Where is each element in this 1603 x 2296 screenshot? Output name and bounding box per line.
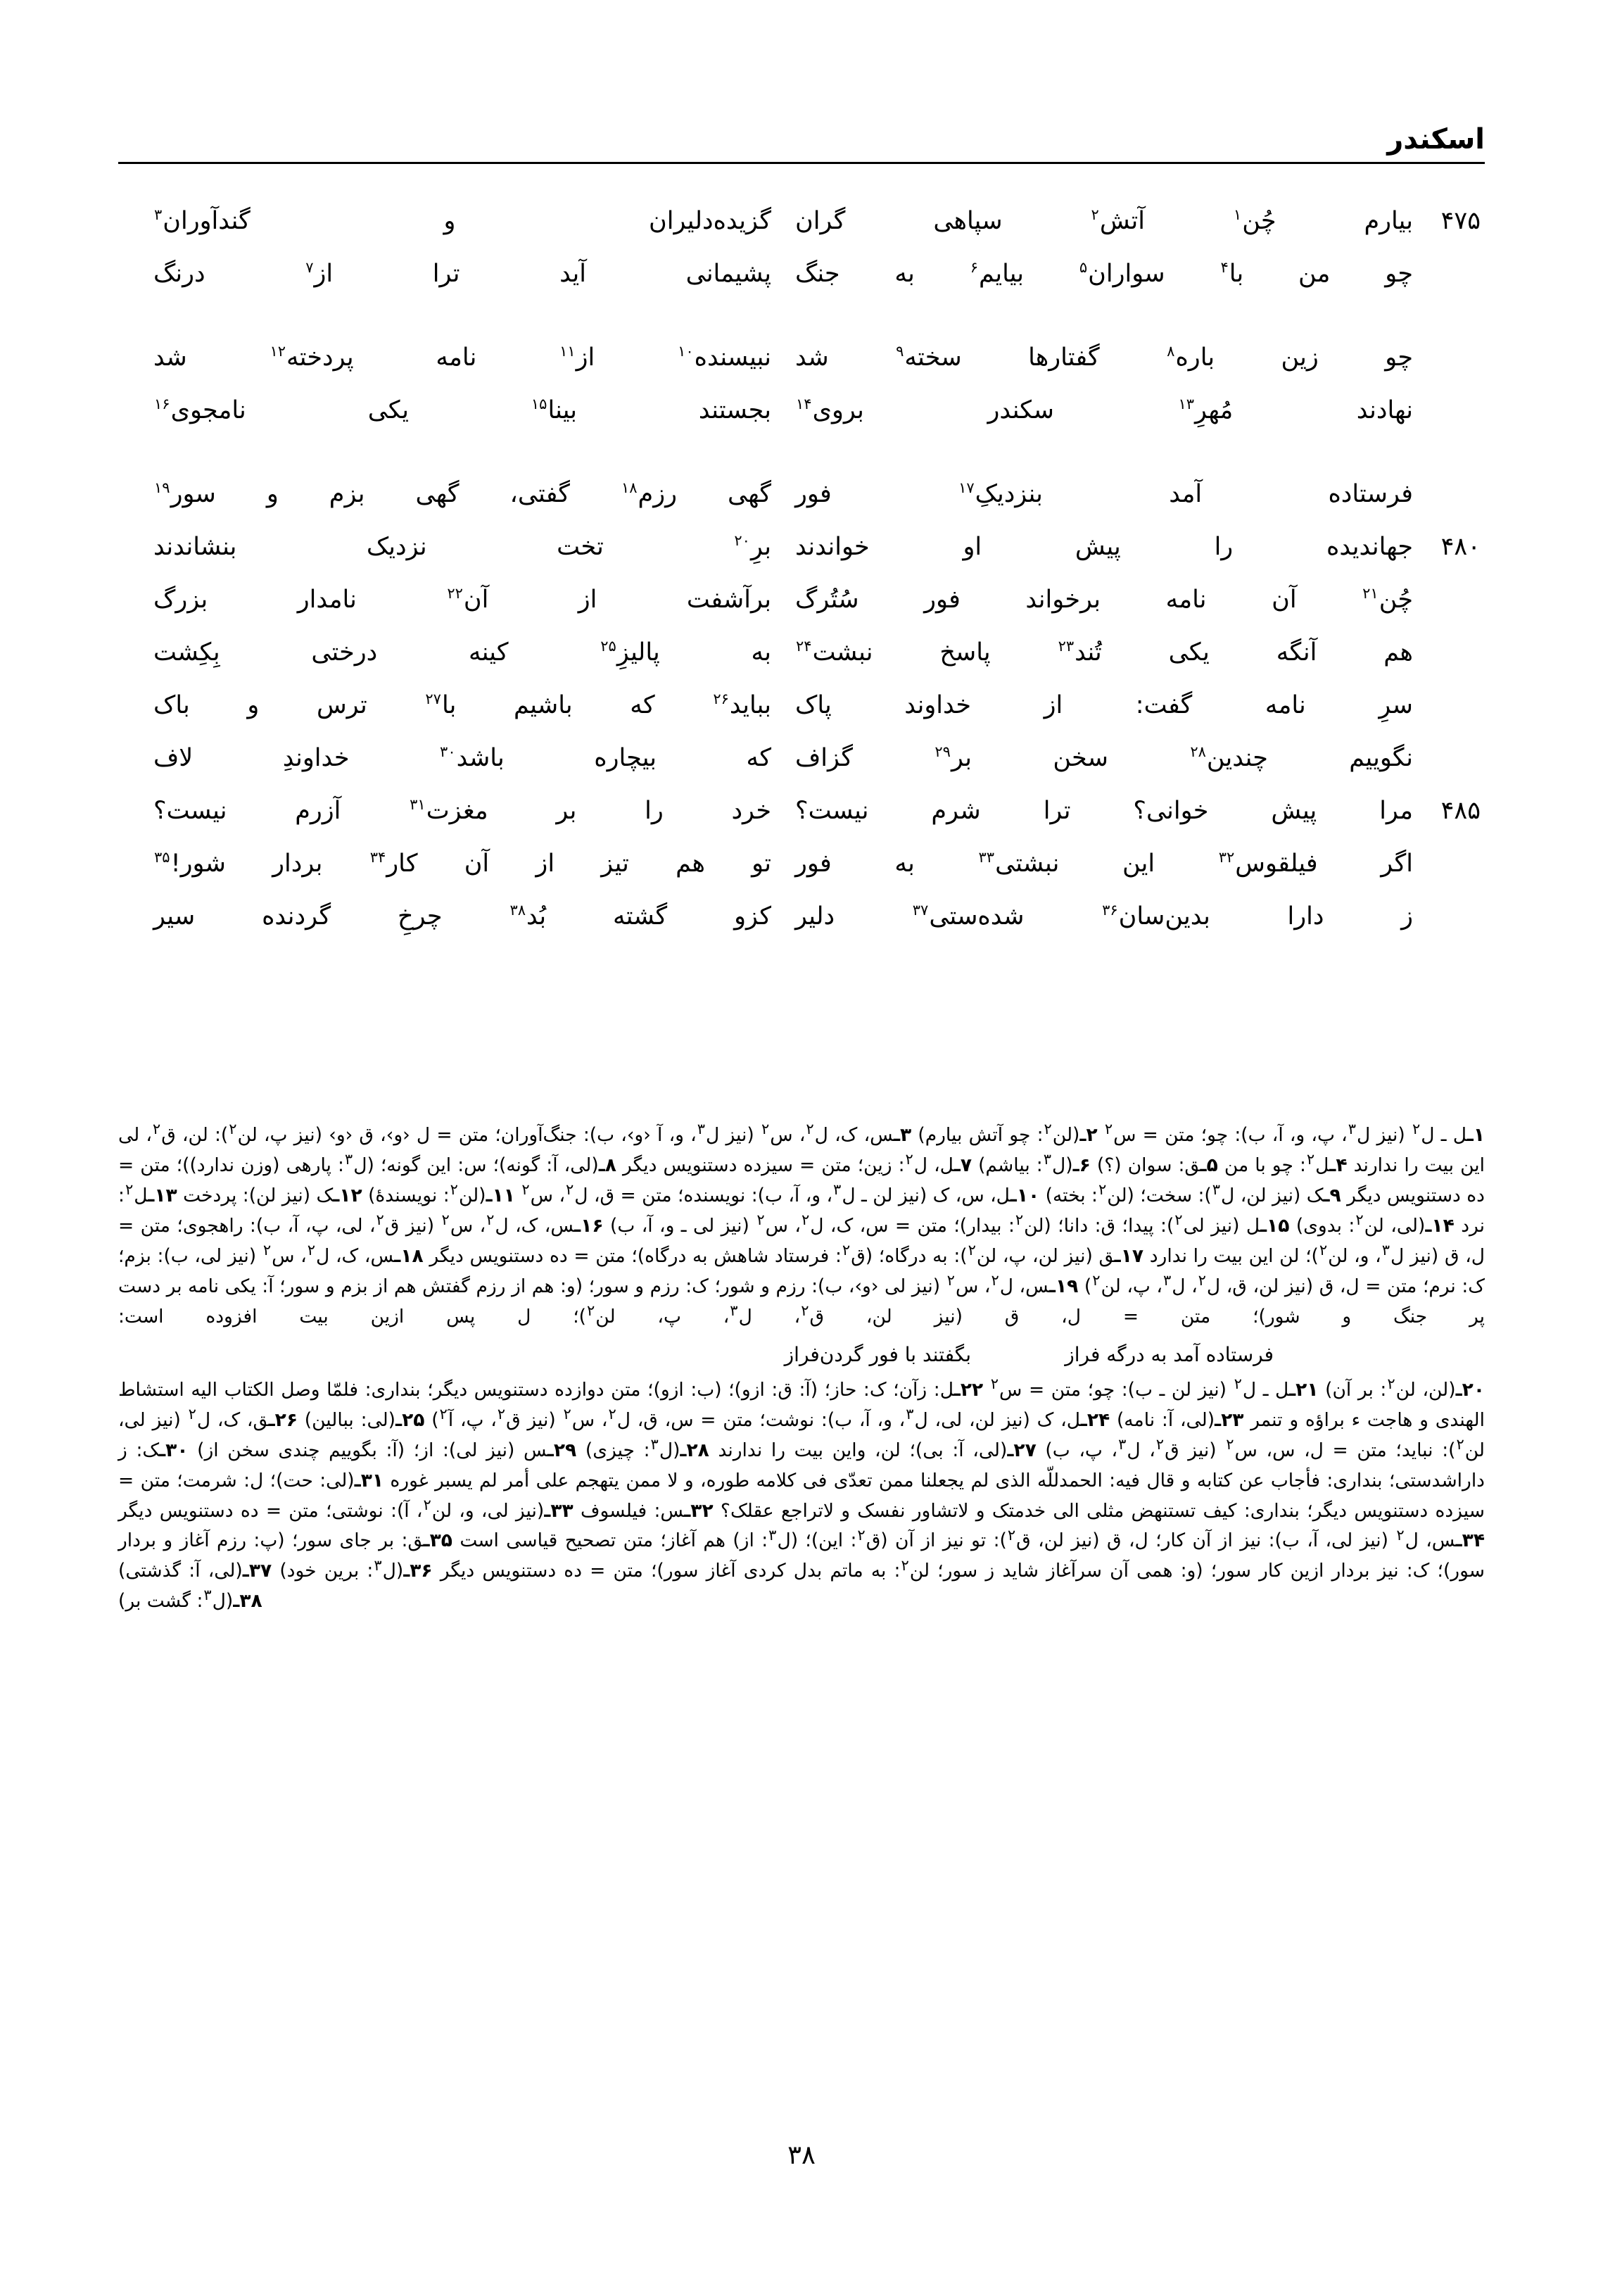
couplet — [118, 741, 1485, 794]
running-head-title: اسکندر — [1387, 123, 1485, 156]
verse-number — [1413, 583, 1485, 586]
verse-number — [1413, 741, 1485, 744]
hemistich-first: هم آنگه یکی تُند$^{۲۳}$ پاسخ نبشت$^{۲۴}$ — [796, 638, 1414, 667]
couplet — [118, 530, 1485, 583]
verse-number — [1413, 688, 1485, 691]
couplet — [118, 636, 1485, 688]
hemistich-first: چُن$^{۲۱}$ آن نامه برخواند فور سُتُرگ — [795, 585, 1413, 614]
verse-group-spacer — [118, 310, 1485, 341]
hemistich-second: که بیچاره باشد$^{۳۰}$ خداوندِ لاف — [153, 743, 771, 772]
couplet — [118, 477, 1485, 530]
verse-number — [1413, 847, 1485, 850]
hemistich-first: مرا پیش خوانی؟ ترا شرم نیست؟ — [795, 797, 1413, 825]
hemistich-second: کزو گشته بُد$^{۳۸}$ چرخِ گردنده سیر — [153, 902, 771, 931]
hemistich-second: گزیده‌دلیران و گندآوران$^۳$ — [154, 206, 771, 235]
hemistich-second: نبیسنده$^{۱۰}$ از$^{۱۱}$ نامه پردخته$^{۱۲}$ شد — [153, 343, 771, 372]
verse-number — [1413, 900, 1485, 902]
apparatus-paragraph: ۲۰ـ(لن، لن$^۲$‏: بر آن) ۲۱ـل ـ ل$^۲$ (نیز لن ـ ب)‏: چو؛ متن = س$^۲$ ۲۲ـل‏: زآن؛ ک‏: حاز؛ (آ‏: ق‏: ازو)؛ (ب‏: ازو)؛ متن دوازده دستنویس دیگر؛ بنداری‏: فلمّا وصل الکتاب الیه استشاط الهندی و هاجت ء براؤه و تنمر ۲۳ـ(لی، آ‏: نامه) ۲۴ـل، ک (نیز لن، لی، ل$^۳$، و، آ، ب)‏: نوشت؛ متن = س، ق، ل$^۲$، س$^۲$ (نیز ق$^۲$، پ، آ$^۲$) ۲۵ـ(لی‏: ببالین) ۲۶ـق، ک، ل$^۲$ (نیز لی، لن$^۲$)‏: نباید؛ متن = ل، س، س$^۲$ (نیز ق$^۲$، ل$^۳$، پ، ب) ۲۷ـ(لی، آ‏: بی)؛ لن، واین بیت را ندارند ۲۸ـ(ل$^۳$‏: چیزی) ۲۹ـس (نیز لی)‏: از؛ (آ‏: بگوییم چندی سخن از) ۳۰ـک‏: ز داراشدستی؛ بنداری‏: فأجاب عن کتابه و قال فیه‏: الحمدللّه الذی لم یجعلنا ممن تعدّی فی کلامه طوره، و لا ممن یتهجم علی أمر لم یسبر غوره ۳۱ـ(لی‏: حت)؛ ل‏: شرمت؛ متن = سیزده دستنویس دیگر؛ بنداری‏: کیف تستنهض مثلی الی خدمتک و لاتشاور نفسک و لاتراجع عقلک؟ ۳۲ـس‏: فیلسوف ۳۳ـ(نیز لی، و، لن$^۲$، آ)‏: نوشتی؛ متن = ده دستنویس دیگر ۳۴ـس، ل$^۲$ (نیز لی، آ، ب)‏: نیز از آن کار؛ ل، ق (نیز لن، ق$^۲$)‏: تو نیز از آن (ق$^۲$‏: این)؛ (ل$^۳$‏: از) هم آغاز؛ متن تصحیح قیاسی است ۳۵ـق‏: بر جای سور؛ (پ‏: رزم آغاز و بردار سور)؛ ک‏: نیز بردار ازین کار سور؛ (و‏: همی آن سرآغاز شاید ز سور؛ لن$^۲$‏: به ماتم بدل کردی آغاز سور)؛ متن = ده دستنویس دیگر ۳۶ـ(ل$^۳$‏: برین خود) ۳۷ـ(لی، آ‏: گذشتی) ۳۸ـ(ل$^۳$‏: گشت بر) — [118, 1375, 1485, 1613]
hemistich-second: بجستند بینا$^{۱۵}$ یکی نامجوی$^{۱۶}$ — [154, 396, 771, 424]
verse-number — [1413, 393, 1485, 396]
verse-number — [1413, 477, 1485, 480]
verse-number — [1413, 257, 1485, 260]
couplet — [118, 341, 1485, 393]
apparatus-inserted-verse — [118, 1339, 1485, 1370]
hemistich-first: اگر فیلقوس$^{۳۲}$ این نبشتی$^{۳۳}$ به فور — [795, 849, 1413, 878]
hemistich-second: تو هم تیز از آن کار$^{۳۴}$ بردار شور!$^{۳۵}$ — [154, 849, 771, 878]
hemistich-first: جهاندیده را پیش او خواندند — [795, 533, 1413, 561]
couplet — [118, 393, 1485, 446]
couplet-group — [118, 341, 1485, 446]
hemistich-first: چو من با$^۴$ سواران$^۵$ بیایم$^۶$ به جنگ — [795, 259, 1414, 288]
verse-group-spacer — [118, 446, 1485, 477]
hemistich-second: خرد را بر مغزت$^{۳۱}$ آزرم نیست؟ — [153, 796, 772, 825]
hemistich-first: سرِ نامه گفت: از خداوند پاک — [795, 691, 1413, 719]
verse-number — [1413, 341, 1485, 343]
couplet — [118, 583, 1485, 636]
hemistich-first: چو زین باره$^۸$ گفتارها سخته$^۹$ شد — [795, 343, 1413, 372]
verse-block — [118, 204, 1485, 952]
couplet — [118, 688, 1485, 741]
hemistich-second: به پالیزِ$^{۲۵}$ کینه درختی بِکِشت — [153, 638, 771, 667]
verse-number: ۴۷۵ — [1440, 207, 1481, 235]
verse-number: ۴۸۵ — [1440, 797, 1481, 825]
couplet — [118, 204, 1485, 257]
couplet — [118, 847, 1485, 900]
inserted-hemistich-first: فرستاده آمد به درگه فراز — [1065, 1343, 1274, 1367]
couplet — [118, 257, 1485, 310]
couplet-group — [118, 204, 1485, 310]
verse-number: ۴۸۰ — [1440, 533, 1481, 561]
hemistich-first: بیارم چُن$^۱$ آتش$^۲$ سپاهی گران — [795, 206, 1413, 235]
folio-number: ۳۸ — [787, 2140, 816, 2170]
hemistich-second: بباید$^{۲۶}$ که باشیم با$^{۲۷}$ ترس و باک — [153, 690, 771, 719]
hemistich-first: فرستاده آمد بنزدیکِ$^{۱۷}$ فور — [795, 479, 1413, 508]
apparatus-paragraph: ۱ـل ـ ل$^۲$ (نیز ل$^۳$، پ، و، آ، ب)‏: چو؛ متن = س$^۲$ ۲ـ(لن$^۲$‏: چو آتش بیارم) ۳ـس، ک، ل$^۲$، س$^۲$ (نیز ل$^۳$، و، آ ‹و›، ب)‏: جنگ‌آوران؛ متن = ل ‹و›، ق ‹و› (نیز پ، لن$^۲$)‏: لن، ق$^۲$، لی این بیت را ندارند ۴ـل$^۲$‏: چو با من ۵ـق‏: سوان (؟) ۶ـ(ل$^۳$‏: بیاشم) ۷ـل، ل$^۲$‏: زین؛ متن = سیزده دستنویس دیگر ۸ـ(لی، آ‏: گونه)؛ س‏: این گونه؛ (ل$^۳$‏: پارهی (وزن ندارد))؛ متن = ده دستنویس دیگر ۹ـک (نیز لن، ل$^۳$)‏: سخت؛ (لن$^۲$‏: بخته) ۱۰ـل، س، ک (نیز لن ـ ل$^۳$، و، آ، ب)‏: نویسنده؛ متن = ق، ل$^۲$، س$^۲$ ۱۱ـ(لن$^۲$‏: نویسندهٔ) ۱۲ـک (نیز لن)‏: پردخت ۱۳ـل$^۲$‏: نرد ۱۴ـ(لی، لن$^۲$‏: بدوی) ۱۵ـل (نیز لی$^۲$)‏: پیدا؛ ق‏: دانا؛ (لن$^۲$‏: بیدار)؛ متن = س، ک، ل$^۲$، س$^۲$ (نیز لی ـ و، آ، ب) ۱۶ـس، ک، ل$^۲$، س$^۲$ (نیز ق$^۲$، لی، پ، آ، ب)‏: راهجوی؛ متن = ل، ق (نیز ل$^۳$، و، لن$^۲$)؛ لن این بیت را ندارد ۱۷ـق (نیز لن، پ، لن$^۲$)‏: به درگاه؛ (ق$^۲$‏: فرستاد شاهش به درگاه)؛ متن = ده دستنویس دیگر ۱۸ـس، ک، ل$^۲$، س$^۲$ (نیز لی، ب)‏: بزم؛ ک‏: نرم؛ متن = ل، ق (نیز لن، ق، ل$^۲$، ل$^۳$، پ، لن$^۲$) ۱۹ـس، ل$^۲$، س$^۲$ (نیز لی ‹و›، ب)‏: رزم و شور؛ ک‏: رزم و سور؛ (و‏: هم از رزم گفتش هم از بزم و سور؛ آ‏: یکی نامه بر دست پر جنگ و شور)؛ متن = ل، ق (نیز لن، ق$^۲$، ل$^۳$، پ، لن$^۲$)؛ ل پس ازین بیت افزوده است: — [118, 1121, 1485, 1327]
couplet — [118, 794, 1485, 847]
hemistich-first: نگوییم چندین$^{۲۸}$ سخن بر$^{۲۹}$ گزاف — [795, 743, 1413, 772]
couplet — [118, 900, 1485, 952]
header-rule — [118, 162, 1485, 164]
hemistich-second: برآشفت از آن$^{۲۲}$ نامدار بزرگ — [153, 585, 772, 614]
hemistich-second: پشیمانی آید ترا از$^۷$ درنگ — [153, 259, 771, 288]
hemistich-second: گهی رزم$^{۱۸}$ گفتی، گهی بزم و سور$^{۱۹}$ — [154, 479, 771, 508]
verse-number — [1413, 636, 1485, 638]
inserted-hemistich-second: بگفتند با فور گردن‌فراز — [784, 1343, 971, 1367]
hemistich-second: برِ$^{۲۰}$ تخت نزدیک بنشاندند — [153, 532, 771, 561]
critical-apparatus — [118, 1121, 1485, 1617]
couplet-group — [118, 477, 1485, 952]
running-head — [118, 125, 1485, 168]
hemistich-first: ز دارا بدین‌سان$^{۳۶}$ شده‌ستی$^{۳۷}$ دلیر — [795, 902, 1413, 931]
hemistich-first: نهادند مُهرِ$^{۱۳}$ سکندر بروی$^{۱۴}$ — [796, 396, 1413, 424]
